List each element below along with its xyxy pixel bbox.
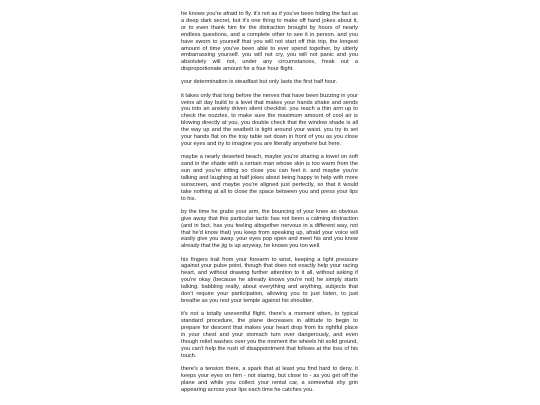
paragraph: maybe a nearly deserted beach, maybe you're sharing a towel on soft sand in the shade with a certain man whose skin is too warm from the sun and you're sitting so close you can feel it. and maybe you're talking and laughing at half jokes about being happy to help with more sunscreen, and maybe you're aligned just perfectly, so that it would take nothing at all to close the space between you and press your lips to his. [181, 154, 358, 202]
paragraph: he knows you're afraid to fly. it's not as if you've been hiding the fact as a deep dark secret, but it's one thing to make off hand jokes about it, or to even thank him for the distraction brought by hours of nearly endless questions, and a complete other to see it in person. and you have sworn to yourself that you will not start off this trip, the longest amount of time you've been able to ever spend together, by utterly embarrassing yourself. you will not cry, you will not panic and you absolutely will not, under any circumstances, freak out a disproportionate amount for a four hour flight. [181, 11, 358, 73]
paragraph: there's a tension there, a spark that at least you find hard to deny. it keeps your eyes on him - not staring, but close to - as you get off the plane and while you collect your rental car, a somewhat shy grin appearing across your lips each time he catches you. [181, 365, 358, 393]
paragraph: by the time he grabs your arm, the bouncing of your knee an obvious give away that this particular tactic has not been a calming distraction (and in fact, has you feeling altogether nervous in a different way, not that he'd know that) you keep from speaking up, afraid your voice will easily give you away. your eyes pop open and meet his and you know already that the jig is up anyway, he knows you too well. [181, 208, 358, 250]
paragraph: it takes only that long before the nerves that have been buzzing in your veins all day build to a level that makes your hands shake and sends you into an anxiety driven silent checklist. you reach a thin arm up to check the nozzles, to make sure the maximum amount of cool air is blowing directly at you, you double check that the window shade is all the way up and the seatbelt is tight around your waist. you try to set your hands flat on the tray table set down in front of you as you close your eyes and try to imagine you are literally anywhere but here. [181, 92, 358, 147]
paragraph: it's not a totally uneventful flight. there's a moment when, in typical standard procedure, the plane decreases in altitude to begin to prepare for descent that makes your heart drop from its rightful place in your chest and your stomach turn over dangerously, and even though relief washes over you the moment the wheels hit solid ground, you can't help the rush of disappointment that follows at the loss of his touch. [181, 311, 358, 359]
paragraph: your determination is steadfast but only lasts the first half hour. [181, 79, 338, 86]
story-text-column [181, 11, 358, 400]
paragraph: his fingers trail from your forearm to wrist, keeping a light pressure against your pulse point, though that does not exactly help your racing heart, and without drawing further attention to it all, without asking if you're okay (because he already knows you're not) he simply starts talking. babbling really, about everything and anything, subjects that don't require your participation, allowing you to just listen, to just breathe as you rest your temple against his shoulder. [181, 256, 358, 305]
